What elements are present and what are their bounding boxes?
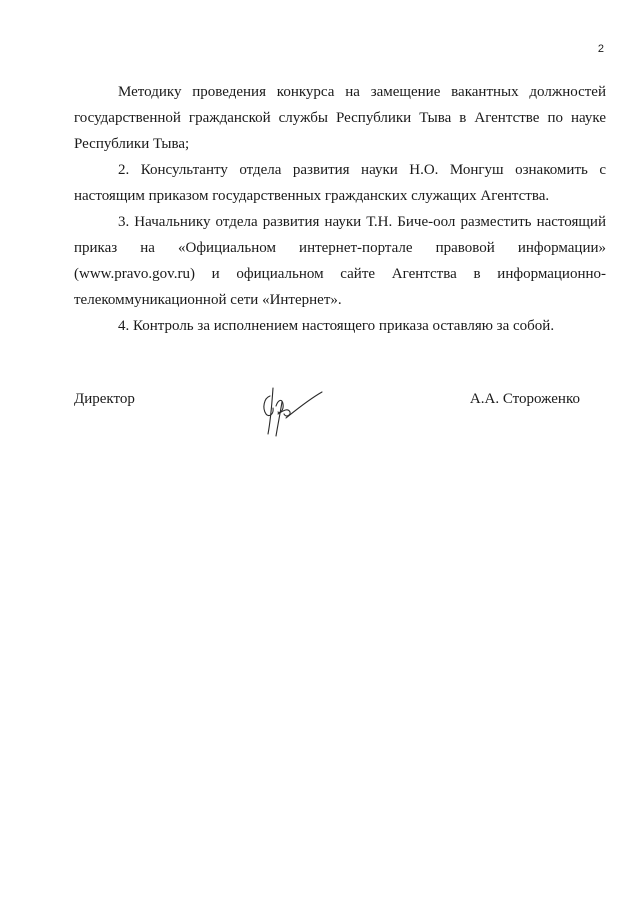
handwritten-signature bbox=[256, 384, 328, 442]
signatory-title: Директор bbox=[74, 391, 135, 407]
paragraph-item-2: 2. Консультанту отдела развития науки Н.О. Монгуш ознакомить с настоящим приказом государственных гражданских служащих Агентства. bbox=[74, 162, 606, 204]
paragraph-item-3: 3. Начальнику отдела развития науки Т.Н. Биче-оол разместить настоящий приказ на «Официальном интернет-портале правовой информации» (www.pravo.gov.ru) и официальном сайте Агентства в информационно-телекоммуникационной сети «Интернет». bbox=[74, 214, 606, 308]
signatory-name: А.А. Стороженко bbox=[469, 391, 580, 407]
paragraph-item-4: 4. Контроль за исполнением настоящего приказа оставляю за собой. bbox=[118, 318, 555, 334]
paragraph-methodology: Методику проведения конкурса на замещение вакантных должностей государственной гражданской службы Республики Тыва в Агентстве по науке Республики Тыва; bbox=[74, 84, 606, 152]
page-number: 2 bbox=[597, 43, 604, 55]
signature-block bbox=[74, 384, 580, 444]
document-body bbox=[74, 79, 606, 339]
